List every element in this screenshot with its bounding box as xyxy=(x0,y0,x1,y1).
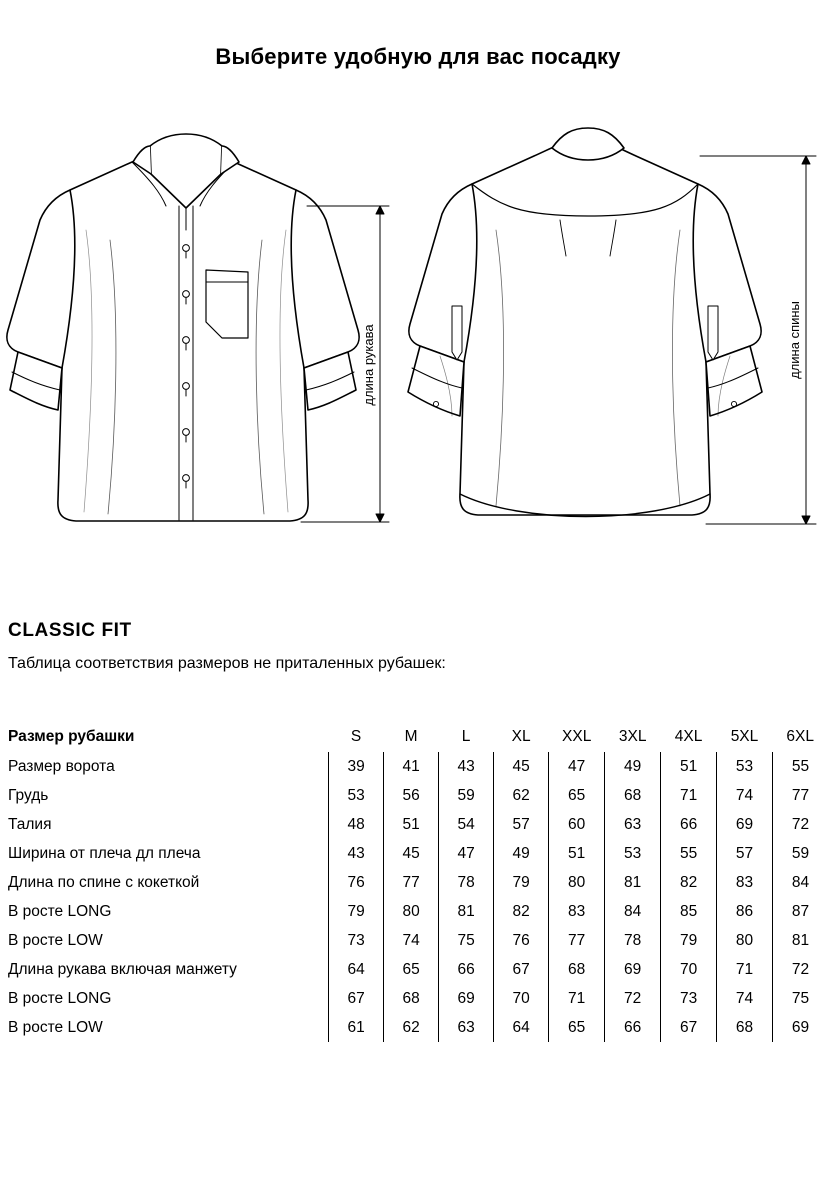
cell: 72 xyxy=(772,955,828,984)
cell: 83 xyxy=(549,897,605,926)
cell: 57 xyxy=(494,810,549,839)
row-label: Размер ворота xyxy=(8,757,115,775)
cell: 55 xyxy=(772,752,828,781)
row-label: Длина по спине с кокеткой xyxy=(8,873,200,891)
cell: 41 xyxy=(384,752,439,781)
cell: 57 xyxy=(717,839,773,868)
cell: 66 xyxy=(439,955,494,984)
cell: 77 xyxy=(384,868,439,897)
cell: 78 xyxy=(439,868,494,897)
row-label: Длина рукава включая манжету xyxy=(8,960,237,978)
cell: 59 xyxy=(439,781,494,810)
cell: 47 xyxy=(549,752,605,781)
cell: 62 xyxy=(494,781,549,810)
cell: 66 xyxy=(661,810,717,839)
cell: 43 xyxy=(439,752,494,781)
cell: 67 xyxy=(661,1013,717,1042)
cell: 76 xyxy=(329,868,384,897)
cell: 74 xyxy=(384,926,439,955)
table-row xyxy=(8,810,828,839)
cell: 68 xyxy=(605,781,661,810)
shirt-front-view xyxy=(7,134,359,521)
cell: 70 xyxy=(494,984,549,1013)
shirt-back-view xyxy=(408,128,762,517)
column-header-l: L xyxy=(461,728,471,745)
column-header-5xl: 5XL xyxy=(730,728,759,745)
cell: 71 xyxy=(661,781,717,810)
cell: 47 xyxy=(439,839,494,868)
cell: 48 xyxy=(329,810,384,839)
cell: 64 xyxy=(329,955,384,984)
table-row xyxy=(8,781,828,810)
cell: 53 xyxy=(717,752,773,781)
cell: 79 xyxy=(661,926,717,955)
cell: 79 xyxy=(329,897,384,926)
page-title: Выберите удобную для вас посадку xyxy=(215,44,621,69)
cell: 72 xyxy=(772,810,828,839)
cell: 71 xyxy=(549,984,605,1013)
column-header-6xl: 6XL xyxy=(786,728,815,745)
cell: 79 xyxy=(494,868,549,897)
cell: 66 xyxy=(605,1013,661,1042)
table-row xyxy=(8,984,828,1013)
cell: 49 xyxy=(605,752,661,781)
cell: 43 xyxy=(329,839,384,868)
table-row xyxy=(8,926,828,955)
cell: 81 xyxy=(439,897,494,926)
cell: 65 xyxy=(549,781,605,810)
cell: 75 xyxy=(439,926,494,955)
cell: 76 xyxy=(494,926,549,955)
cell: 87 xyxy=(772,897,828,926)
cell: 73 xyxy=(329,926,384,955)
cell: 73 xyxy=(661,984,717,1013)
table-row xyxy=(8,1013,828,1042)
cell: 51 xyxy=(549,839,605,868)
cell: 71 xyxy=(717,955,773,984)
cell: 81 xyxy=(605,868,661,897)
cell: 69 xyxy=(439,984,494,1013)
cell: 69 xyxy=(772,1013,828,1042)
cell: 75 xyxy=(772,984,828,1013)
row-label: В росте LOW xyxy=(8,1018,103,1036)
cell: 68 xyxy=(549,955,605,984)
cell: 84 xyxy=(772,868,828,897)
fit-type-title: CLASSIC FIT xyxy=(8,620,132,641)
cell: 60 xyxy=(549,810,605,839)
cell: 86 xyxy=(717,897,773,926)
row-label: Грудь xyxy=(8,786,49,804)
table-row xyxy=(8,897,828,926)
table-header-row xyxy=(8,722,828,752)
cell: 74 xyxy=(717,984,773,1013)
row-label: В росте LONG xyxy=(8,902,112,920)
row-label: Ширина от плеча дл плеча xyxy=(8,844,201,862)
cell: 51 xyxy=(384,810,439,839)
cell: 70 xyxy=(661,955,717,984)
cell: 80 xyxy=(549,868,605,897)
size-table-container xyxy=(8,722,828,1042)
cell: 56 xyxy=(384,781,439,810)
table-row xyxy=(8,839,828,868)
cell: 67 xyxy=(329,984,384,1013)
cell: 81 xyxy=(772,926,828,955)
table-header-label: Размер рубашки xyxy=(8,728,135,745)
cell: 45 xyxy=(384,839,439,868)
cell: 53 xyxy=(605,839,661,868)
cell: 84 xyxy=(605,897,661,926)
cell: 51 xyxy=(661,752,717,781)
table-row xyxy=(8,955,828,984)
cell: 80 xyxy=(717,926,773,955)
cell: 49 xyxy=(494,839,549,868)
cell: 64 xyxy=(494,1013,549,1042)
cell: 45 xyxy=(494,752,549,781)
table-row xyxy=(8,752,828,781)
cell: 69 xyxy=(605,955,661,984)
column-header-3xl: 3XL xyxy=(618,728,647,745)
cell: 82 xyxy=(494,897,549,926)
cell: 61 xyxy=(329,1013,384,1042)
cell: 68 xyxy=(717,1013,773,1042)
column-header-4xl: 4XL xyxy=(674,728,703,745)
cell: 72 xyxy=(605,984,661,1013)
table-row xyxy=(8,868,828,897)
column-header-xl: XL xyxy=(511,728,531,745)
cell: 55 xyxy=(661,839,717,868)
cell: 74 xyxy=(717,781,773,810)
cell: 69 xyxy=(717,810,773,839)
cell: 63 xyxy=(605,810,661,839)
cell: 68 xyxy=(384,984,439,1013)
row-label: В росте LONG xyxy=(8,989,112,1007)
cell: 67 xyxy=(494,955,549,984)
cell: 59 xyxy=(772,839,828,868)
column-header-m: M xyxy=(404,728,418,745)
cell: 77 xyxy=(549,926,605,955)
cell: 62 xyxy=(384,1013,439,1042)
shirt-illustrations xyxy=(0,110,836,580)
cell: 63 xyxy=(439,1013,494,1042)
cell: 83 xyxy=(717,868,773,897)
table-subtitle: Таблица соответствия размеров не приталенных рубашек: xyxy=(8,655,446,672)
cell: 82 xyxy=(661,868,717,897)
back-measure-label: длина спины xyxy=(787,301,802,379)
cell: 39 xyxy=(329,752,384,781)
column-header-s: S xyxy=(350,728,362,745)
row-label: Талия xyxy=(8,815,52,833)
cell: 65 xyxy=(384,955,439,984)
cell: 54 xyxy=(439,810,494,839)
cell: 85 xyxy=(661,897,717,926)
cell: 78 xyxy=(605,926,661,955)
size-table xyxy=(8,722,828,1042)
row-label: В росте LOW xyxy=(8,931,103,949)
cell: 53 xyxy=(329,781,384,810)
cell: 80 xyxy=(384,897,439,926)
column-header-xxl: XXL xyxy=(562,728,592,745)
cell: 65 xyxy=(549,1013,605,1042)
front-measure-label: длина рукава xyxy=(361,324,376,406)
cell: 77 xyxy=(772,781,828,810)
